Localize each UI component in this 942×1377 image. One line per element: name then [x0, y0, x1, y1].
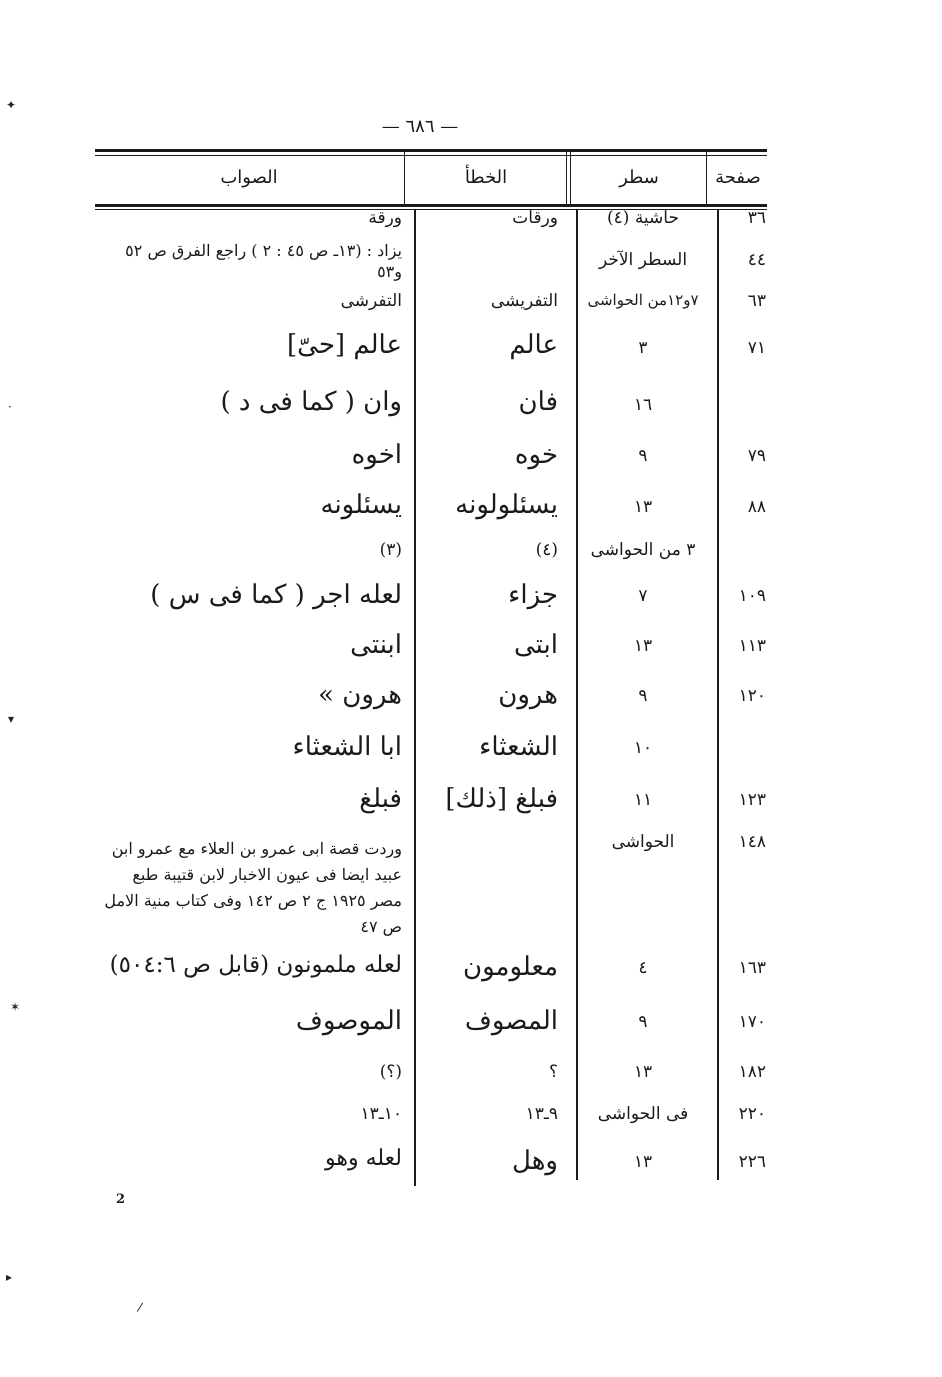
row-page: ٧٩ [747, 446, 766, 466]
row-line: ٧ [638, 586, 648, 606]
footer-mark: 2 [116, 1192, 126, 1207]
margin-mark-icon: ✦ [6, 98, 17, 112]
row-line: ٧و١٢من الحواشى [587, 291, 699, 309]
row-line: ١٣ [633, 636, 653, 656]
row-page: ١٢٠ [738, 686, 766, 706]
row-page: ١٦٣ [738, 958, 766, 978]
margin-mark-icon: ▾ [8, 712, 15, 726]
row-line: ١٣ [633, 1062, 653, 1082]
page-number: — ٦٨٦ — [381, 116, 459, 137]
row-error: فبلغ [ذلك] [445, 784, 558, 814]
row-page: ١٠٩ [738, 586, 766, 606]
row-error: ٩ـ١٣ [525, 1104, 558, 1124]
row-correct: وردت قصة ابى عمرو بن العلاء مع عمرو ابن عبيد ايضا فى عيون الاخبار لابن قتيبة طبع مصر ١٩٢٥ ج ٢ ص ١٤٢ وفى كتاب منية الامل ص ٤٧ [104, 839, 402, 936]
row-page: ٢٢٦ [738, 1152, 766, 1172]
row-line: ٤ [638, 958, 648, 978]
top-rule-outer [95, 149, 767, 152]
row-correct: (٣) [379, 540, 402, 560]
header-divider-1 [706, 152, 707, 206]
header-rule-outer [95, 204, 767, 207]
row-error: المصوف [464, 1006, 558, 1036]
row-error: فان [518, 387, 558, 417]
row-error: جزاء [508, 580, 558, 610]
body-divider-3 [414, 210, 416, 1186]
row-page: ٢٢٠ [738, 1104, 766, 1124]
row-correct: لعله اجر ( كما فى س ) [150, 580, 402, 610]
row-line: حاشية (٤) [607, 208, 679, 228]
row-error: الشعثاء [479, 732, 558, 762]
row-line: الحواشى [611, 832, 675, 852]
row-line: ٣ [638, 338, 648, 358]
row-correct: عالم [حىّ] [287, 330, 402, 360]
row-correct: هرون » [318, 680, 402, 710]
row-correct: لعله وهو [325, 1146, 402, 1171]
row-correct: يزاد : (١٣ـ ص ٤٥ : ٢ ) راجع الفرق ص ٥٢ و٥٣ [125, 241, 402, 281]
row-error: ؟ [548, 1062, 558, 1082]
margin-mark-icon: / [136, 1299, 144, 1315]
row-page: ١٨٢ [738, 1062, 766, 1082]
row-correct: (؟) [379, 1062, 402, 1082]
row-page: ٧١ [747, 338, 766, 358]
row-error: عالم [509, 330, 558, 360]
row-error: خوه [514, 440, 558, 470]
row-page: ٨٨ [747, 497, 766, 517]
row-error: ورقات [512, 208, 558, 228]
row-line: ٩ [638, 686, 648, 706]
row-error: يسئلولونه [455, 490, 558, 520]
header-line: سطر [619, 167, 659, 188]
row-correct: الموصوف [295, 1006, 402, 1036]
row-error: ابتى [514, 630, 558, 660]
margin-mark-icon: ✶ [10, 1000, 21, 1014]
row-error: وهل [512, 1146, 558, 1176]
row-page: ٣٦ [747, 208, 766, 228]
row-line: ١٠ [633, 738, 653, 758]
row-line: ٣ من الحواشى [590, 540, 696, 560]
row-correct: ١٠ـ١٣ [360, 1104, 402, 1124]
row-correct: وان ( كما فى د ) [220, 387, 402, 417]
row-error: معلومون [463, 952, 558, 982]
row-correct: ابا الشعثاء [292, 732, 402, 762]
row-correct: التفرشى [340, 291, 402, 311]
row-line: السطر الآخر [598, 250, 688, 270]
row-page: ٤٤ [747, 250, 766, 270]
header-divider-3 [404, 152, 405, 206]
row-page: ١١٣ [738, 636, 766, 656]
row-correct: ورقة [368, 208, 402, 228]
header-divider-2 [566, 152, 567, 206]
row-page: ٦٣ [747, 291, 766, 311]
row-page: ١٤٨ [738, 832, 766, 852]
row-correct: ابنتى [350, 630, 402, 660]
header-error: الخطأ [464, 167, 508, 188]
row-line: ٩ [638, 1012, 648, 1032]
row-page: ١٢٣ [738, 790, 766, 810]
row-correct: فبلغ [359, 784, 402, 814]
row-line: ١٣ [633, 1152, 653, 1172]
header-correct: الصواب [220, 167, 278, 188]
row-error: هرون [498, 680, 558, 710]
row-line: ١٦ [633, 395, 653, 415]
row-error: (٤) [535, 540, 558, 560]
row-line: ٩ [638, 446, 648, 466]
row-line: ١١ [633, 790, 653, 810]
row-correct: لعله ملمونون (قابل ص ٥٠٤:٦) [109, 952, 402, 978]
row-line: ١٣ [633, 497, 653, 517]
header-page: صفحة [715, 167, 761, 188]
row-error: التفريشى [490, 291, 558, 311]
margin-mark-icon: · [8, 400, 12, 414]
top-rule-inner [95, 155, 767, 156]
row-correct: يسئلونه [320, 490, 402, 520]
row-line: فى الحواشى [597, 1104, 689, 1124]
row-correct: اخوه [351, 440, 402, 470]
margin-mark-icon: ▸ [6, 1270, 13, 1284]
row-page: ١٧٠ [738, 1012, 766, 1032]
header-divider-2b [570, 152, 571, 206]
